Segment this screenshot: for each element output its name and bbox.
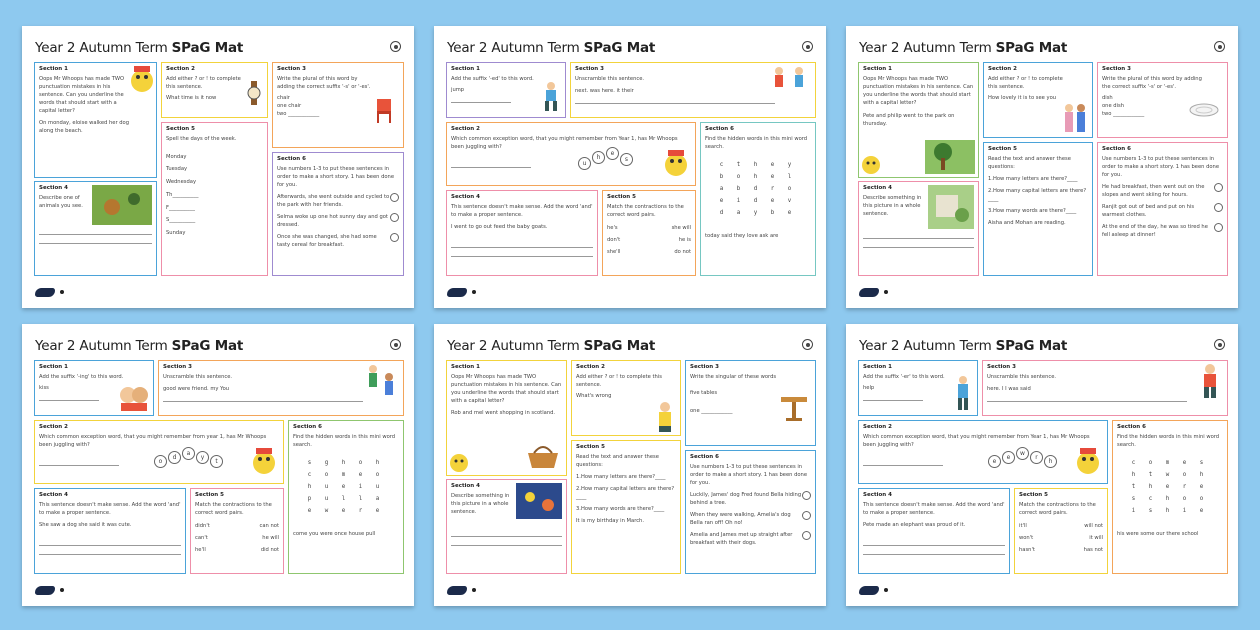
word-search-grid: c t h e y b o h e l a b d r o e i d e v d a y b e [719, 161, 797, 217]
section-4: Section 4 This sentence doesn't make sense. Add the word 'and' to make a proper sentence. I went to go out feed the baby goats. [446, 190, 598, 276]
section-6: Section 6 Find the hidden words in this mini word search. c t h e y b o h e l a b d r o e i d e v d a y b e today said they love ask are [700, 122, 816, 276]
section-5: Section 5 Spell the days of the week. Monday Tuesday Wednesday Th__________ F__________ S__________ Sunday [161, 122, 268, 276]
spag-mat-1 [22, 26, 414, 308]
section-5: Section 5 Match the contractions to the correct word pairs. didn't can not can't he will he'll did not [190, 488, 284, 574]
jumping-child-icon [541, 81, 561, 113]
section-4: Section 4 Describe something in this picture in a whole sentence. [858, 181, 979, 276]
mr-whoops-icon [251, 447, 277, 477]
section-5: Section 5 Read the text and answer these questions: 1.How many letters are there?____ 2.How many capital letters are there?____ 3.How many words are there?____ It is my birthday in March. [571, 440, 681, 574]
mat-title: Year 2 Autumn Term SPaG Mat [859, 338, 1068, 354]
zoo-animals-picture [92, 185, 152, 225]
mat-title: Year 2 Autumn Term SPaG Mat [35, 338, 244, 354]
section-4: Section 4 This sentence doesn't make sense. Add the word 'and' to make a proper sentence. She saw a dog she said it was cute. [34, 488, 186, 574]
section-4: Section 4 Describe one of animals you see. [34, 181, 157, 276]
logo [35, 586, 55, 595]
logo [35, 288, 55, 297]
helper-child-icon [955, 375, 971, 411]
section-1: Section 1 Add the suffix '-er' to this word. help [858, 360, 978, 416]
kissing-kids-icon [119, 383, 149, 411]
boy-icon [1201, 363, 1219, 399]
spag-mat-4 [22, 324, 414, 606]
logo [447, 586, 467, 595]
dish-icon [1189, 103, 1219, 117]
mr-whoops-icon [130, 65, 154, 95]
section-3: Section 3 Unscramble this sentence. good were friend. my You [158, 360, 404, 416]
section-6: Section 6 Use numbers 1-3 to put these sentences in order to make a short story. 1 has been done for you. Luckily, James' dog Fred found Bella hiding behind a tree. When they were walking, Amelia's dog Bella ran off! Oh no! Amelia and James met up straight after breakfast with their dogs. [685, 450, 816, 574]
target-icon [390, 339, 401, 350]
shopping-basket-icon [526, 443, 560, 469]
word-search-grid: c o m e s h t w o h t h e r e s c h o o i s h i e [1131, 459, 1209, 515]
section-2: Section 2 Which common exception word, that you might remember from Year 1, has Mr Whoops been juggling with? eewrh [858, 420, 1108, 484]
section-3: Section 3 Write the singular of these words five tables one ____________ [685, 360, 816, 446]
section-2: Section 2 Which common exception word, that you might remember from year 1, has Mr Whoops been juggling with? odayt [34, 420, 284, 484]
section-3: Section 3 Write the plural of this word by adding the correct suffix '-s' or '-es'. dish one dish two ____________ [1097, 62, 1228, 138]
section-1: Section 1 Add the suffix '-ed' to this word. jump [446, 62, 566, 118]
chair-icon [375, 99, 393, 123]
section-1: Section 1 Add the suffix '-ing' to this word. kiss [34, 360, 154, 416]
section-2: Section 2 Add either ? or ! to complete this sentence. What's wrong [571, 360, 681, 436]
logo [859, 288, 879, 297]
spag-mat-2 [434, 26, 826, 308]
mat-title: Year 2 Autumn Term SPaG Mat [859, 40, 1068, 56]
logo [447, 288, 467, 297]
word-search-grid: s g h o h c o m e o h u e i u p u l l a e w e r e [307, 459, 385, 515]
section-2: Section 2 Which common exception word, that you might remember from Year 1, has Mr Whoops been juggling with? uhes [446, 122, 696, 186]
logo [859, 586, 879, 595]
section-1: Section 1 Oops Mr Whoops has made TWO punctuation mistakes in his sentence. Can you underline the words that should start with a capital letter? Pete and philip went to the park on thursday. [858, 62, 979, 178]
section-1: Section 1 Oops Mr Whoops has made TWO punctuation mistakes in his sentence. Can you underline the words that should start with a capital letter? On monday, eloise walked her dog along the beach. [34, 62, 157, 178]
friends-icon [363, 363, 399, 397]
mr-whoops-icon [861, 153, 881, 175]
section-5: Section 5 Match the contractions to the correct word pairs. it'll will not won't it will hasn't has not [1014, 488, 1108, 574]
section-4: Section 4 This sentence doesn't make sense. Add the word 'and' to make a proper sentence. Pete made an elephant was proud of it. [858, 488, 1010, 574]
section-4: Section 4 Describe something in this picture in a whole sentence. [446, 479, 567, 574]
juggling-letters: uhes [577, 157, 633, 170]
target-icon [390, 41, 401, 52]
section-6: Section 6 Find the hidden words in this mini word search. c o m e s h t w o h t h e r e s c h o o i s h i e his were some our there school [1112, 420, 1228, 574]
mr-whoops-icon [449, 451, 469, 473]
section-1: Section 1 Oops Mr Whoops has made TWO punctuation mistakes in his sentence. Can you underline the words that should start with a capital letter? Rob and mel went shopping in scotland. [446, 360, 567, 476]
park-picture [925, 140, 975, 174]
section-6: Section 6 Use numbers 1-3 to put these sentences in order to make a short story. 1 has been done for you. Afterwards, she went outside and cycled to the park with her friends. Selma woke up one hot sunny day and got dressed. Once she was changed, she had some tasty cereal for breakfast. [272, 152, 404, 276]
section-5: Section 5 Read the text and answer these questions: 1.How many letters are there?____ 2.How many capital letters are there?____ 3.How many words are there?____ Aisha and Mohan are reading. [983, 142, 1093, 276]
section-2: Section 2 Add either ? or ! to complete this sentence. What time is it now [161, 62, 268, 118]
juggling-letters: odayt [153, 455, 223, 468]
section-6: Section 6 Use numbers 1-3 to put these sentences in order to make a short story. 1 has been done for you. He had breakfast, then went out on the slopes and went skiing for hours. Ranjit got out of bed and put on his warmest clothes. At the end of the day, he was so tired he fell asleep at dinner! [1097, 142, 1228, 276]
underwater-picture [516, 483, 562, 519]
section-3: Section 3 Unscramble this sentence. here. I I was said [982, 360, 1228, 416]
spag-mat-5 [434, 324, 826, 606]
target-icon [802, 339, 813, 350]
table-icon [781, 397, 807, 421]
juggling-letters: eewrh [987, 455, 1057, 468]
section-5: Section 5 Match the contractions to the correct word pairs. he's she will don't he is she'll do not [602, 190, 696, 276]
section-6: Section 6 Find the hidden words in this mini word search. s g h o h c o m e o h u e i u p u l l a e w e r e come you were once house pull [288, 420, 404, 574]
mat-title: Year 2 Autumn Term SPaG Mat [447, 40, 656, 56]
worried-child-icon [654, 401, 676, 433]
friends-icon [1062, 103, 1088, 135]
section-2: Section 2 Add either ? or ! to complete this sentence. How lovely it is to see you [983, 62, 1093, 138]
spag-mat-6 [846, 324, 1238, 606]
mr-whoops-icon [663, 149, 689, 179]
children-icon [769, 65, 811, 91]
target-icon [1214, 41, 1225, 52]
target-icon [1214, 339, 1225, 350]
garden-picture [928, 185, 974, 229]
watch-icon [247, 81, 261, 105]
mat-title: Year 2 Autumn Term SPaG Mat [35, 40, 244, 56]
mat-title: Year 2 Autumn Term SPaG Mat [447, 338, 656, 354]
spag-mat-3 [846, 26, 1238, 308]
target-icon [802, 41, 813, 52]
section-3: Section 3 Unscramble this sentence. next. was here. it their [570, 62, 816, 118]
mr-whoops-icon [1075, 447, 1101, 477]
section-3: Section 3 Write the plural of this word by adding the correct suffix '-s' or '-es'. chair one chair two ____________ [272, 62, 404, 148]
